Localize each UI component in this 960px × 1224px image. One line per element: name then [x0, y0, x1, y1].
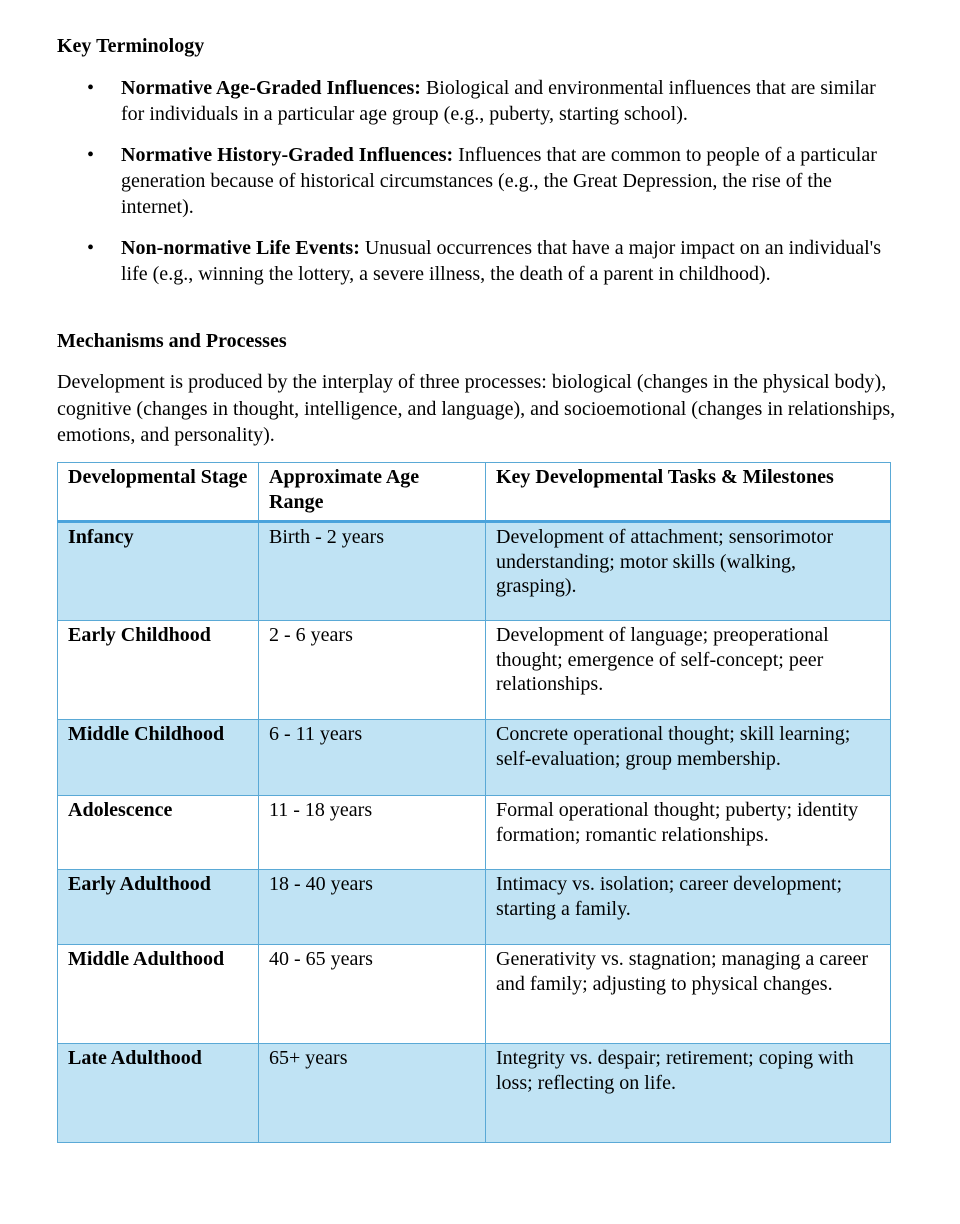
stage-cell: Middle Childhood: [58, 720, 259, 796]
table-row: [58, 720, 891, 796]
tasks-cell: Intimacy vs. isolation; career development; starting a family.: [486, 870, 891, 945]
developmental-stages-table: [57, 462, 891, 1143]
tasks-cell: Integrity vs. despair; retirement; coping with loss; reflecting on life.: [486, 1044, 891, 1143]
stage-cell: Middle Adulthood: [58, 945, 259, 1044]
tasks-cell: Development of language; preoperational thought; emergence of self-concept; peer relationships.: [486, 621, 891, 720]
header-age-range: Approximate Age Range: [259, 463, 486, 522]
stage-cell: Adolescence: [58, 796, 259, 870]
age-cell: 18 - 40 years: [259, 870, 486, 945]
age-cell: Birth - 2 years: [259, 522, 486, 621]
table-row: [58, 945, 891, 1044]
stage-cell: Late Adulthood: [58, 1044, 259, 1143]
age-cell: 6 - 11 years: [259, 720, 486, 796]
term-list-item: [87, 142, 891, 220]
term-label: Normative Age-Graded Influences:: [121, 77, 421, 99]
term-label: Non-normative Life Events:: [121, 237, 360, 259]
bullet-icon: •: [87, 237, 95, 259]
bullet-icon: •: [87, 77, 95, 99]
tasks-cell: Development of attachment; sensorimotor understanding; motor skills (walking, grasping).: [486, 522, 891, 621]
term-definition: Influences that are common to people of a particular generation because of historical circumstances (e.g., the Great Depression, the rise of the internet).: [121, 144, 877, 218]
age-cell: 11 - 18 years: [259, 796, 486, 870]
tasks-cell: Formal operational thought; puberty; identity formation; romantic relationships.: [486, 796, 891, 870]
stage-cell: Infancy: [58, 522, 259, 621]
tasks-cell: Generativity vs. stagnation; managing a career and family; adjusting to physical changes.: [486, 945, 891, 1044]
age-cell: 40 - 65 years: [259, 945, 486, 1044]
table-row: [58, 621, 891, 720]
term-list-item: [87, 75, 891, 127]
stage-cell: Early Adulthood: [58, 870, 259, 945]
table-row: [58, 870, 891, 945]
mechanisms-heading: Mechanisms and Processes: [57, 330, 287, 352]
table-header-row: [58, 463, 891, 522]
term-list-item: [87, 235, 891, 287]
stage-cell: Early Childhood: [58, 621, 259, 720]
age-cell: 65+ years: [259, 1044, 486, 1143]
term-definition: Unusual occurrences that have a major impact on an individual's life (e.g., winning the lottery, a severe illness, the death of a parent in childhood).: [121, 237, 882, 285]
bullet-icon: •: [87, 144, 95, 166]
tasks-cell: Concrete operational thought; skill learning; self-evaluation; group membership.: [486, 720, 891, 796]
table-row: [58, 1044, 891, 1143]
key-terminology-heading: Key Terminology: [57, 35, 205, 57]
table-row: [58, 796, 891, 870]
header-tasks: Key Developmental Tasks & Milestones: [486, 463, 891, 522]
header-stage: Developmental Stage: [58, 463, 259, 522]
mechanisms-paragraph: Development is produced by the interplay of three processes: biological (changes in the physical body), cognitive (changes in thought, intelligence, and language), and socioemotional (changes in relationships, emotions, and personality).: [57, 371, 896, 446]
term-label: Normative History-Graded Influences:: [121, 144, 454, 166]
term-definition: Biological and environmental influences that are similar for individuals in a particular age group (e.g., puberty, starting school).: [121, 77, 876, 125]
age-cell: 2 - 6 years: [259, 621, 486, 720]
table-row: [58, 522, 891, 621]
